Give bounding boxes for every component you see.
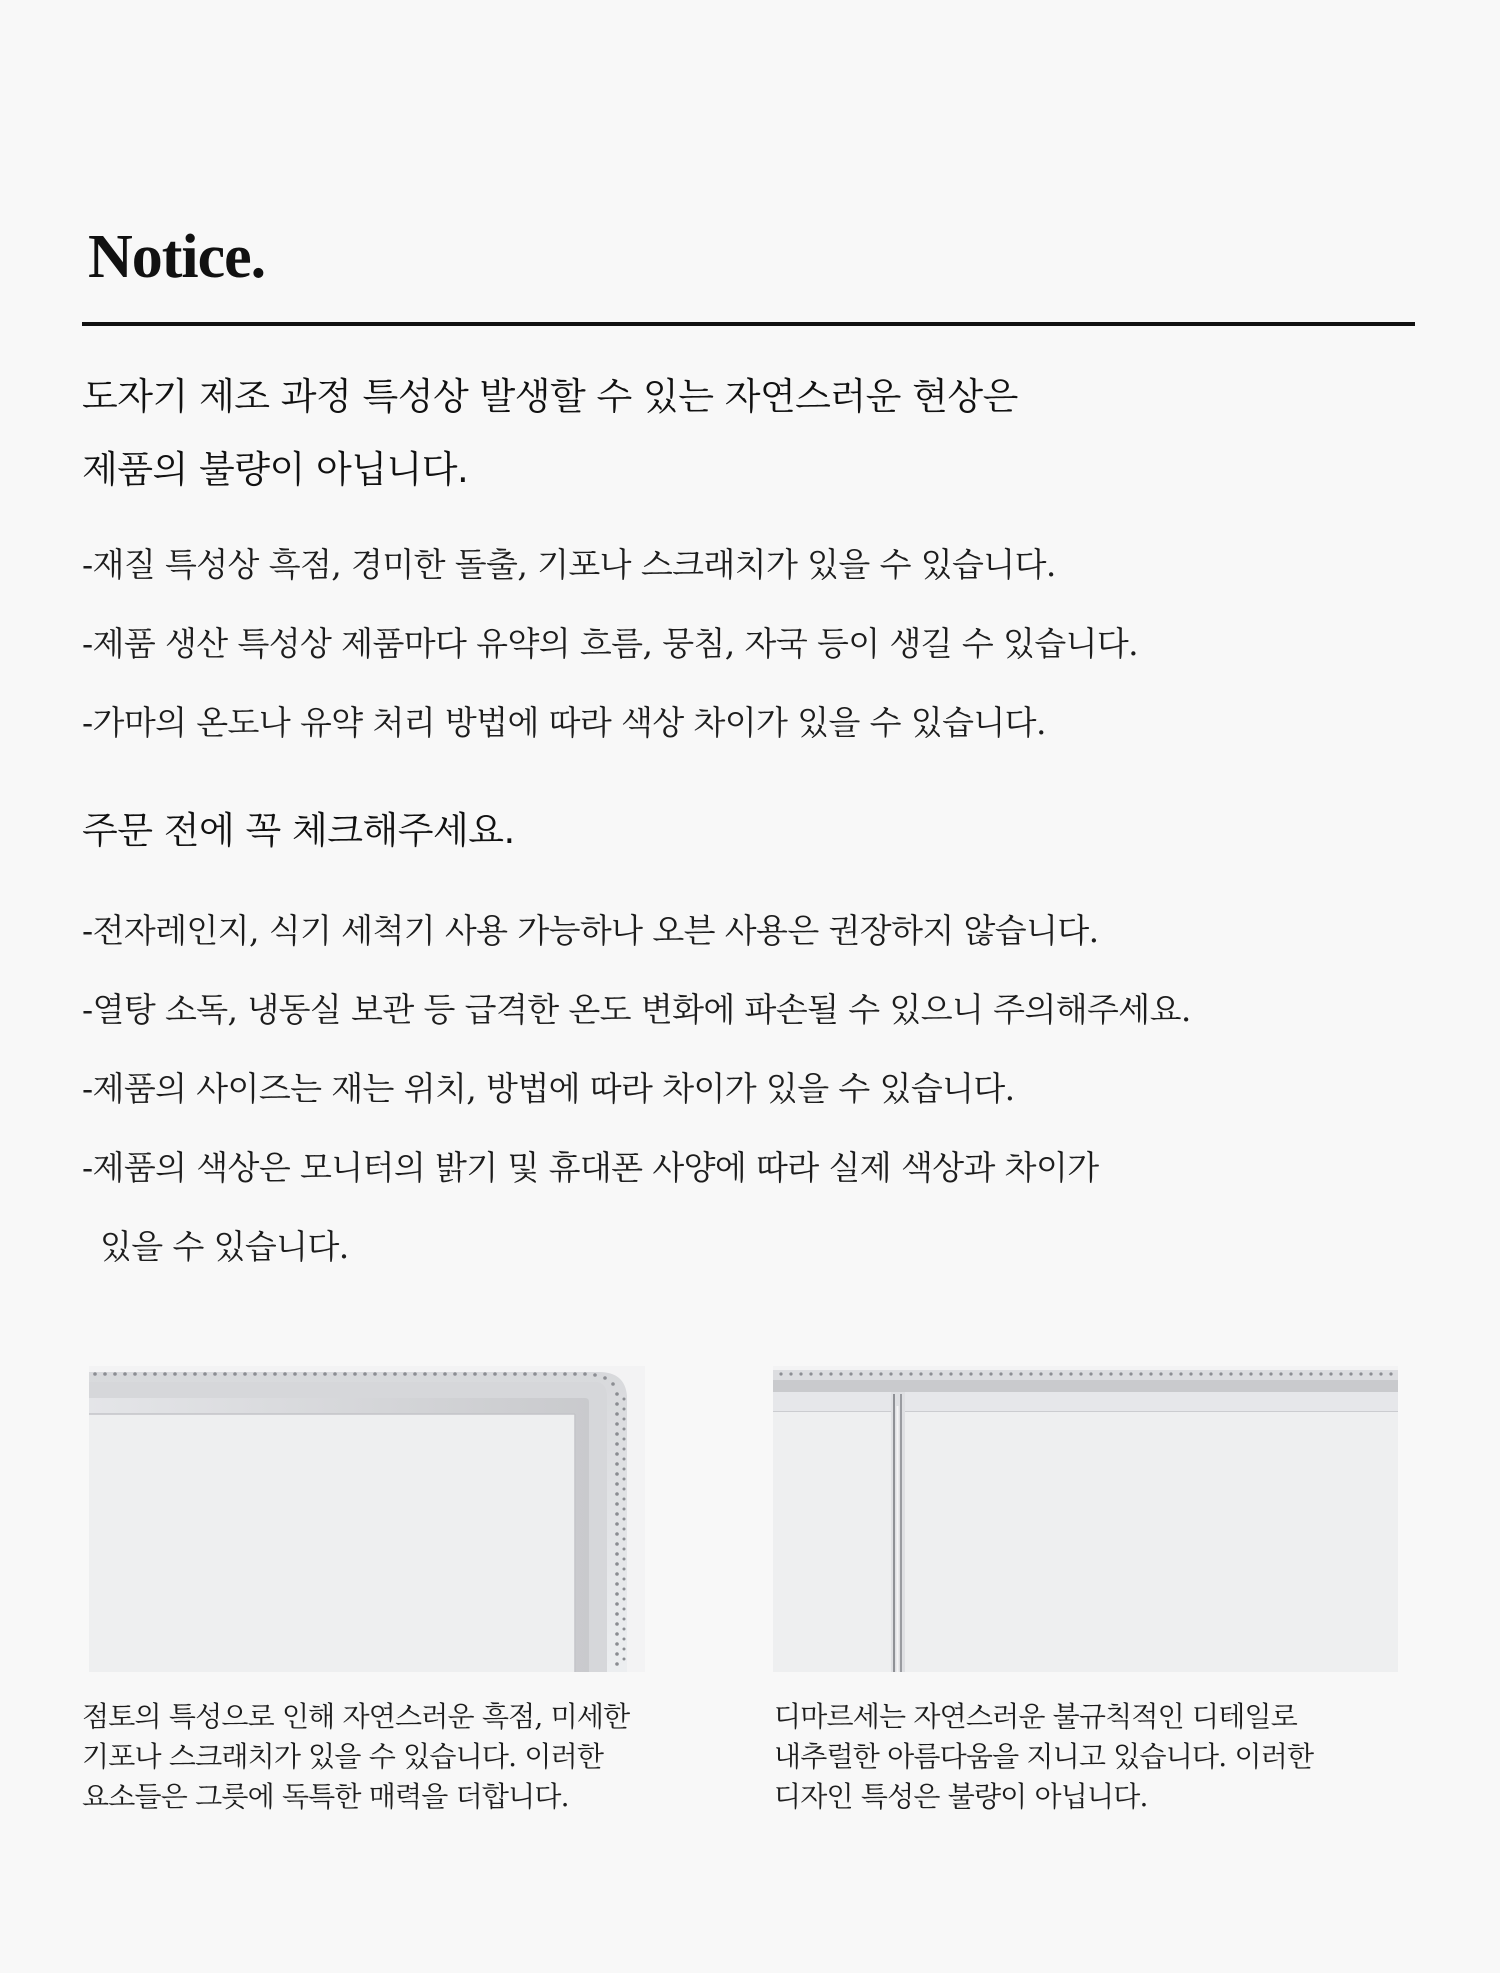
section1-heading-line2: 제품의 불량이 아닙니다. — [82, 448, 469, 491]
check-item: -전자레인지, 식기 세척기 사용 가능하나 오븐 사용은 권장하지 않습니다. — [82, 911, 1099, 950]
divided-plate-photo — [773, 1366, 1398, 1672]
caption-line: 점토의 특성으로 인해 자연스러운 흑점, 미세한 — [82, 1700, 630, 1733]
check-item: -열탕 소독, 냉동실 보관 등 급격한 온도 변화에 파손될 수 있으니 주의해주세요. — [82, 990, 1191, 1029]
caption-line: 디자인 특성은 불량이 아닙니다. — [774, 1780, 1148, 1813]
check-item: -제품의 사이즈는 재는 위치, 방법에 따라 차이가 있을 수 있습니다. — [82, 1069, 1015, 1108]
caption-line: 내추럴한 아름다움을 지니고 있습니다. 이러한 — [774, 1740, 1314, 1773]
title-divider — [82, 322, 1415, 326]
page-title: Notice. — [88, 223, 266, 291]
caption-line: 요소들은 그릇에 독특한 매력을 더합니다. — [82, 1780, 569, 1813]
notice-item: -재질 특성상 흑점, 경미한 돌출, 기포나 스크래치가 있을 수 있습니다. — [82, 545, 1056, 584]
right-photo-caption — [774, 1697, 1414, 1817]
caption-line: 디마르세는 자연스러운 불규칙적인 디테일로 — [774, 1700, 1298, 1733]
check-item-continuation: 있을 수 있습니다. — [100, 1227, 349, 1266]
caption-line: 기포나 스크래치가 있을 수 있습니다. 이러한 — [82, 1740, 604, 1773]
section1-heading-line1: 도자기 제조 과정 특성상 발생할 수 있는 자연스러운 현상은 — [82, 375, 1018, 418]
section2-heading: 주문 전에 꼭 체크해주세요. — [82, 809, 515, 852]
plate-corner-photo — [89, 1366, 645, 1672]
notice-item: -가마의 온도나 유약 처리 방법에 따라 색상 차이가 있을 수 있습니다. — [82, 703, 1046, 742]
notice-item: -제품 생산 특성상 제품마다 유약의 흐름, 뭉침, 자국 등이 생길 수 있습니다. — [82, 624, 1139, 663]
check-item: -제품의 색상은 모니터의 밝기 및 휴대폰 사양에 따라 실제 색상과 차이가 — [82, 1148, 1099, 1187]
left-photo-caption — [82, 1697, 722, 1817]
